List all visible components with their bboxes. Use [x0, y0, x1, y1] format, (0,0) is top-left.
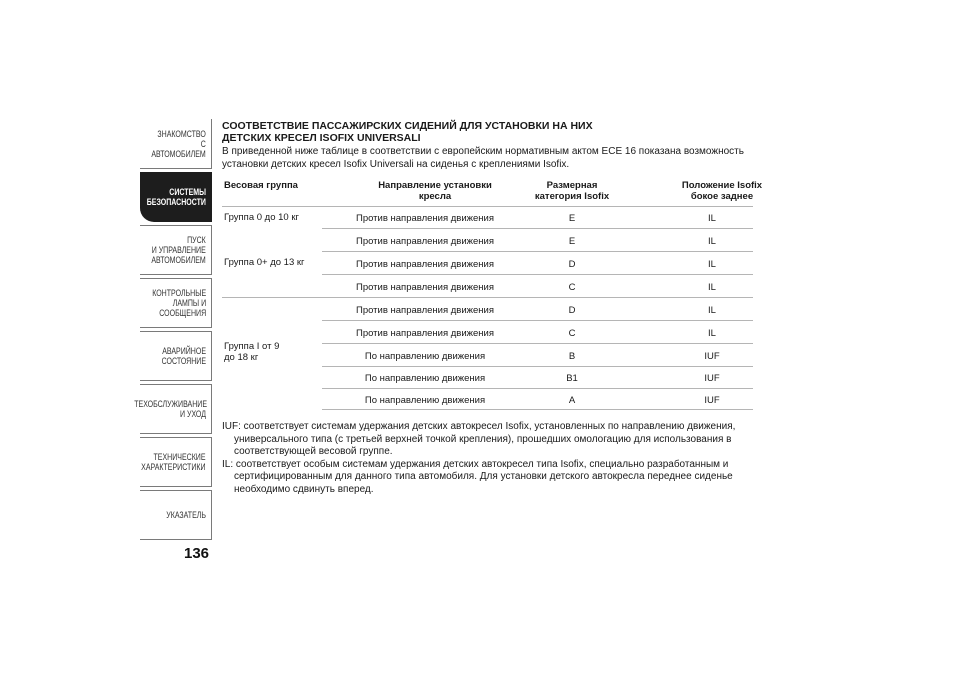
row-divider [322, 274, 753, 275]
page-number: 136 [184, 545, 210, 562]
footnotes [222, 421, 754, 496]
tab-safety[interactable] [140, 172, 212, 222]
section-intro: В приведенной ниже таблице в соответствии с европейским нормативным актом ECE 16 показана возможность установки детских кресел Isofix Universali на сиденья с креплениями Isofix. [222, 146, 744, 170]
row-divider [322, 228, 753, 229]
tab-intro[interactable] [140, 119, 212, 169]
cell-position: IL [708, 305, 716, 316]
row-divider [322, 366, 753, 367]
tab-warning-lights[interactable] [140, 278, 212, 328]
cell-size: A [568, 395, 576, 406]
weight-group-1: Группа I от 9 до 18 кг [224, 341, 280, 363]
tab-starting[interactable] [140, 225, 212, 275]
tab-label: ПУСК И УПРАВЛЕНИЕ АВТОМОБИЛЕМ [151, 235, 206, 265]
tab-label: ТЕХОБСЛУЖИВАНИЕ И УХОД [134, 399, 208, 419]
tab-index[interactable] [140, 490, 212, 540]
tab-label: АВАРИЙНОЕ СОСТОЯНИЕ [161, 346, 206, 366]
cell-position: IL [708, 328, 716, 339]
tab-label: ЗНАКОМСТВО С АВТОМОБИЛЕМ [151, 128, 206, 159]
section-content [222, 120, 754, 171]
note-il: IL: соответствует особым системам удержания детских автокресел типа Isofix, специально разработанным и сертифицированным для данного типа автомобиля. Для установки детского автокресла переднее сиденье необходимо сдвинуть вперед. [222, 458, 733, 495]
cell-direction: Против направления движения [356, 282, 494, 293]
row-divider [322, 409, 753, 410]
cell-position: IL [708, 236, 716, 247]
cell-direction: По направлению движения [364, 373, 486, 384]
row-divider [322, 251, 753, 252]
cell-position: IL [708, 282, 716, 293]
cell-size: D [568, 259, 576, 270]
tab-label: СИСТЕМЫ БЕЗОПАСНОСТИ [146, 187, 206, 207]
header-size-class: Размерная категория Isofix [534, 180, 610, 202]
tab-emergency[interactable] [140, 331, 212, 381]
weight-group-0plus: Группа 0+ до 13 кг [224, 257, 305, 268]
tab-label: КОНТРОЛЬНЫЕ ЛАМПЫ И СООБЩЕНИЯ [152, 288, 206, 318]
weight-group-0: Группа 0 до 10 кг [224, 212, 299, 223]
cell-position: IUF [704, 395, 720, 406]
cell-direction: Против направления движения [356, 328, 494, 339]
cell-direction: По направлению движения [364, 351, 486, 362]
cell-position: IL [708, 213, 716, 224]
header-direction: Направление установки кресла [378, 180, 492, 202]
cell-direction: Против направления движения [356, 259, 494, 270]
row-divider [222, 206, 753, 207]
chapter-tabs [134, 119, 212, 543]
cell-size: C [568, 282, 576, 293]
cell-size: E [568, 236, 576, 247]
section-title: СООТВЕТСТВИЕ ПАССАЖИРСКИХ СИДЕНИЙ ДЛЯ УСТАНОВКИ НА НИХ ДЕТСКИХ КРЕСЕЛ ISOFIX UNIVERSALI [222, 120, 593, 144]
cell-size: E [568, 213, 576, 224]
tab-label: УКАЗАТЕЛЬ [166, 510, 206, 520]
cell-position: IL [708, 259, 716, 270]
tab-specifications[interactable] [140, 437, 212, 487]
cell-size: C [568, 328, 576, 339]
row-divider [222, 297, 753, 298]
tab-maintenance[interactable] [134, 384, 212, 434]
cell-direction: Против направления движения [356, 236, 494, 247]
cell-direction: Против направления движения [356, 305, 494, 316]
cell-size: B [568, 351, 576, 362]
header-position: Положение Isofix бокое заднее [681, 180, 763, 202]
cell-size: D [568, 305, 576, 316]
cell-position: IUF [704, 351, 720, 362]
cell-direction: Против направления движения [356, 213, 494, 224]
row-divider [322, 320, 753, 321]
cell-size: B1 [566, 373, 578, 384]
tab-label: ТЕХНИЧЕСКИЕ ХАРАКТЕРИСТИКИ [141, 452, 206, 472]
cell-direction: По направлению движения [364, 395, 486, 406]
header-weight-group: Весовая группа [224, 180, 298, 191]
row-divider [322, 343, 753, 344]
cell-position: IUF [704, 373, 720, 384]
note-iuf: IUF: соответствует системам удержания детских автокресел Isofix, установленных по направлению движения, универсального типа (с третьей верхней точкой крепления), прошедших омологацию для использования в соответствующей весовой группе. [222, 421, 736, 457]
row-divider [322, 388, 753, 389]
